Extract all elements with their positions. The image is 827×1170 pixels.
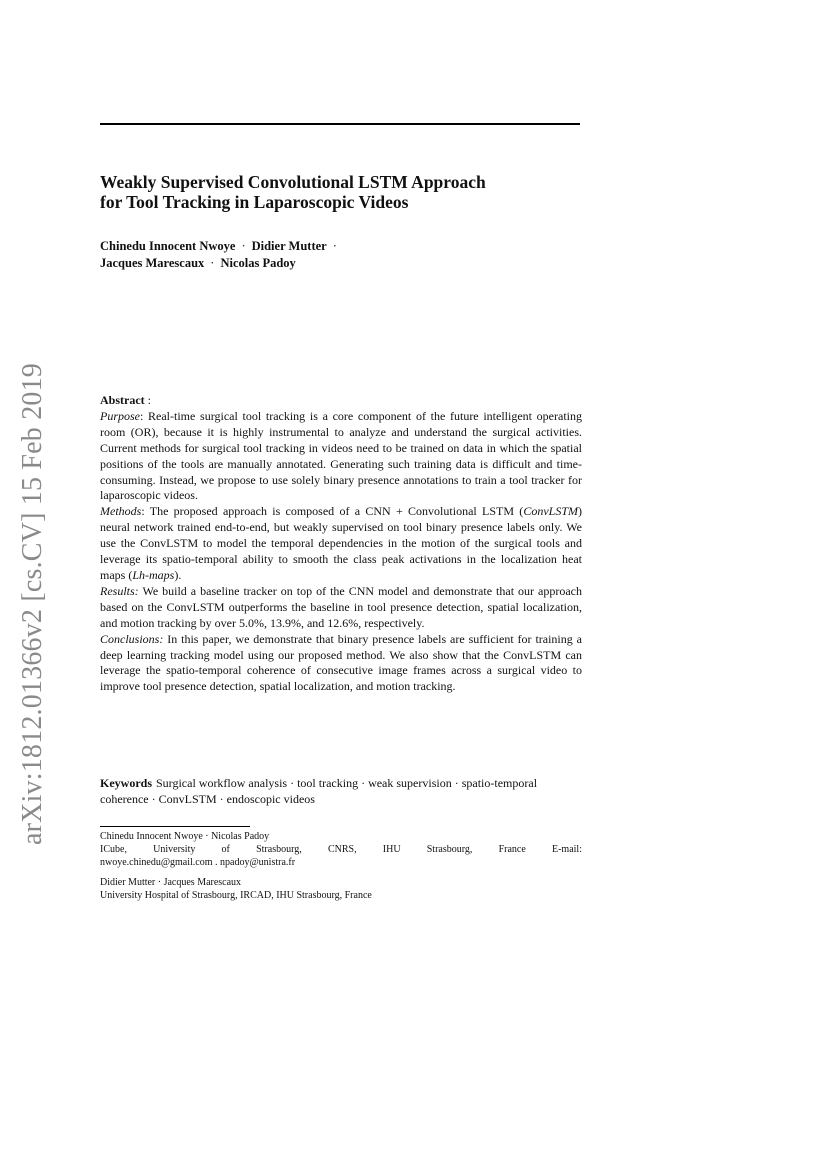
top-rule bbox=[100, 123, 580, 125]
abstract-conclusions bbox=[100, 632, 582, 696]
methods-label: Methods bbox=[100, 504, 142, 519]
author-1: Chinedu Innocent Nwoye bbox=[100, 239, 236, 253]
abstract-title: Abstract bbox=[100, 393, 145, 407]
methods-text-c: ). bbox=[174, 567, 182, 582]
abstract-section bbox=[100, 393, 582, 695]
abstract-colon: : bbox=[144, 393, 151, 407]
author-2: Didier Mutter bbox=[251, 239, 327, 253]
keywords-section bbox=[100, 775, 582, 807]
affiliation-2-names: Didier Mutter · Jacques Marescaux bbox=[100, 877, 242, 888]
title-line-1: Weakly Supervised Convolutional LSTM Approach bbox=[100, 172, 486, 192]
results-text: We build a baseline tracker on top of the CNN model and demonstrate that our approach based on the ConvLSTM outperforms the baseline in tool presence detection, spatial localization, and motion tracking by over 5.0%, 13.9%, and 12.6%, respectively. bbox=[100, 583, 582, 630]
authors-line-2 bbox=[100, 255, 580, 272]
methods-lhmaps: Lh-maps bbox=[132, 567, 175, 582]
abstract-purpose bbox=[100, 409, 582, 504]
keywords-text: Surgical workflow analysis · tool tracking · weak supervision · spatio-temporal coherence · ConvLSTM · endoscopic videos bbox=[100, 776, 538, 806]
affiliation-2-address: University Hospital of Strasbourg, IRCAD, IHU Strasbourg, France bbox=[100, 890, 372, 901]
purpose-label: Purpose bbox=[100, 408, 140, 423]
abstract-methods bbox=[100, 504, 582, 584]
affiliation-1-emails: nwoye.chinedu@gmail.com . npadoy@unistra.fr bbox=[100, 857, 296, 868]
author-list bbox=[100, 238, 580, 272]
conclusions-text: In this paper, we demonstrate that binary presence labels are sufficient for training a deep learning tracking model using our proposed method. We also show that the ConvLSTM can leverage the spatio-temporal coherence of consecutive image frames across a surgical video to improve tool presence detection, spatial localization, and motion tracking. bbox=[100, 631, 582, 694]
author-4: Nicolas Padoy bbox=[220, 256, 296, 270]
paper-title bbox=[100, 172, 580, 212]
affiliation-1 bbox=[100, 830, 582, 869]
keywords-heading: Keywords bbox=[100, 776, 152, 790]
author-separator: · bbox=[332, 239, 337, 253]
conclusions-label: Conclusions: bbox=[100, 631, 164, 646]
methods-convlstm: ConvLSTM bbox=[523, 504, 578, 519]
author-separator: · bbox=[210, 256, 215, 270]
title-line-2: for Tool Tracking in Laparoscopic Videos bbox=[100, 192, 409, 212]
arxiv-stamp: arXiv:1812.01366v2 [cs.CV] 15 Feb 2019 bbox=[17, 362, 48, 845]
methods-text-b: ) neural network trained end-to-end, but weakly supervised on tool binary presence labels only. We use the ConvLSTM to model the temporal dependencies in the motion of the surgical tools and leverage its spatio-temporal ability to smooth the class peak activations in the localization heat maps ( bbox=[100, 504, 582, 582]
author-separator: · bbox=[241, 239, 246, 253]
results-label: Results: bbox=[100, 583, 139, 598]
abstract-heading bbox=[100, 393, 582, 409]
methods-text-a: : The proposed approach is composed of a CNN + Convolutional LSTM ( bbox=[141, 504, 524, 519]
footnote-rule bbox=[100, 826, 250, 827]
abstract-results bbox=[100, 584, 582, 632]
affiliation-1-address: ICube, University of Strasbourg, CNRS, IHU Strasbourg, France E-mail: bbox=[100, 844, 582, 855]
affiliation-2 bbox=[100, 876, 582, 902]
authors-line-1 bbox=[100, 238, 580, 255]
author-3: Jacques Marescaux bbox=[100, 256, 205, 270]
affiliation-1-names: Chinedu Innocent Nwoye · Nicolas Padoy bbox=[100, 831, 270, 842]
purpose-text: : Real-time surgical tool tracking is a core component of the future intelligent operating room (OR), because it is highly instrumental to analyze and understand the surgical activities. Current methods for surgical tool tracking in videos need to be trained on data in which the spatial positions of the tools are manually annotated. Generating such training data is difficult and time-consuming. Instead, we propose to use solely binary presence annotations to train a tool tracker for laparoscopic videos. bbox=[100, 408, 582, 503]
